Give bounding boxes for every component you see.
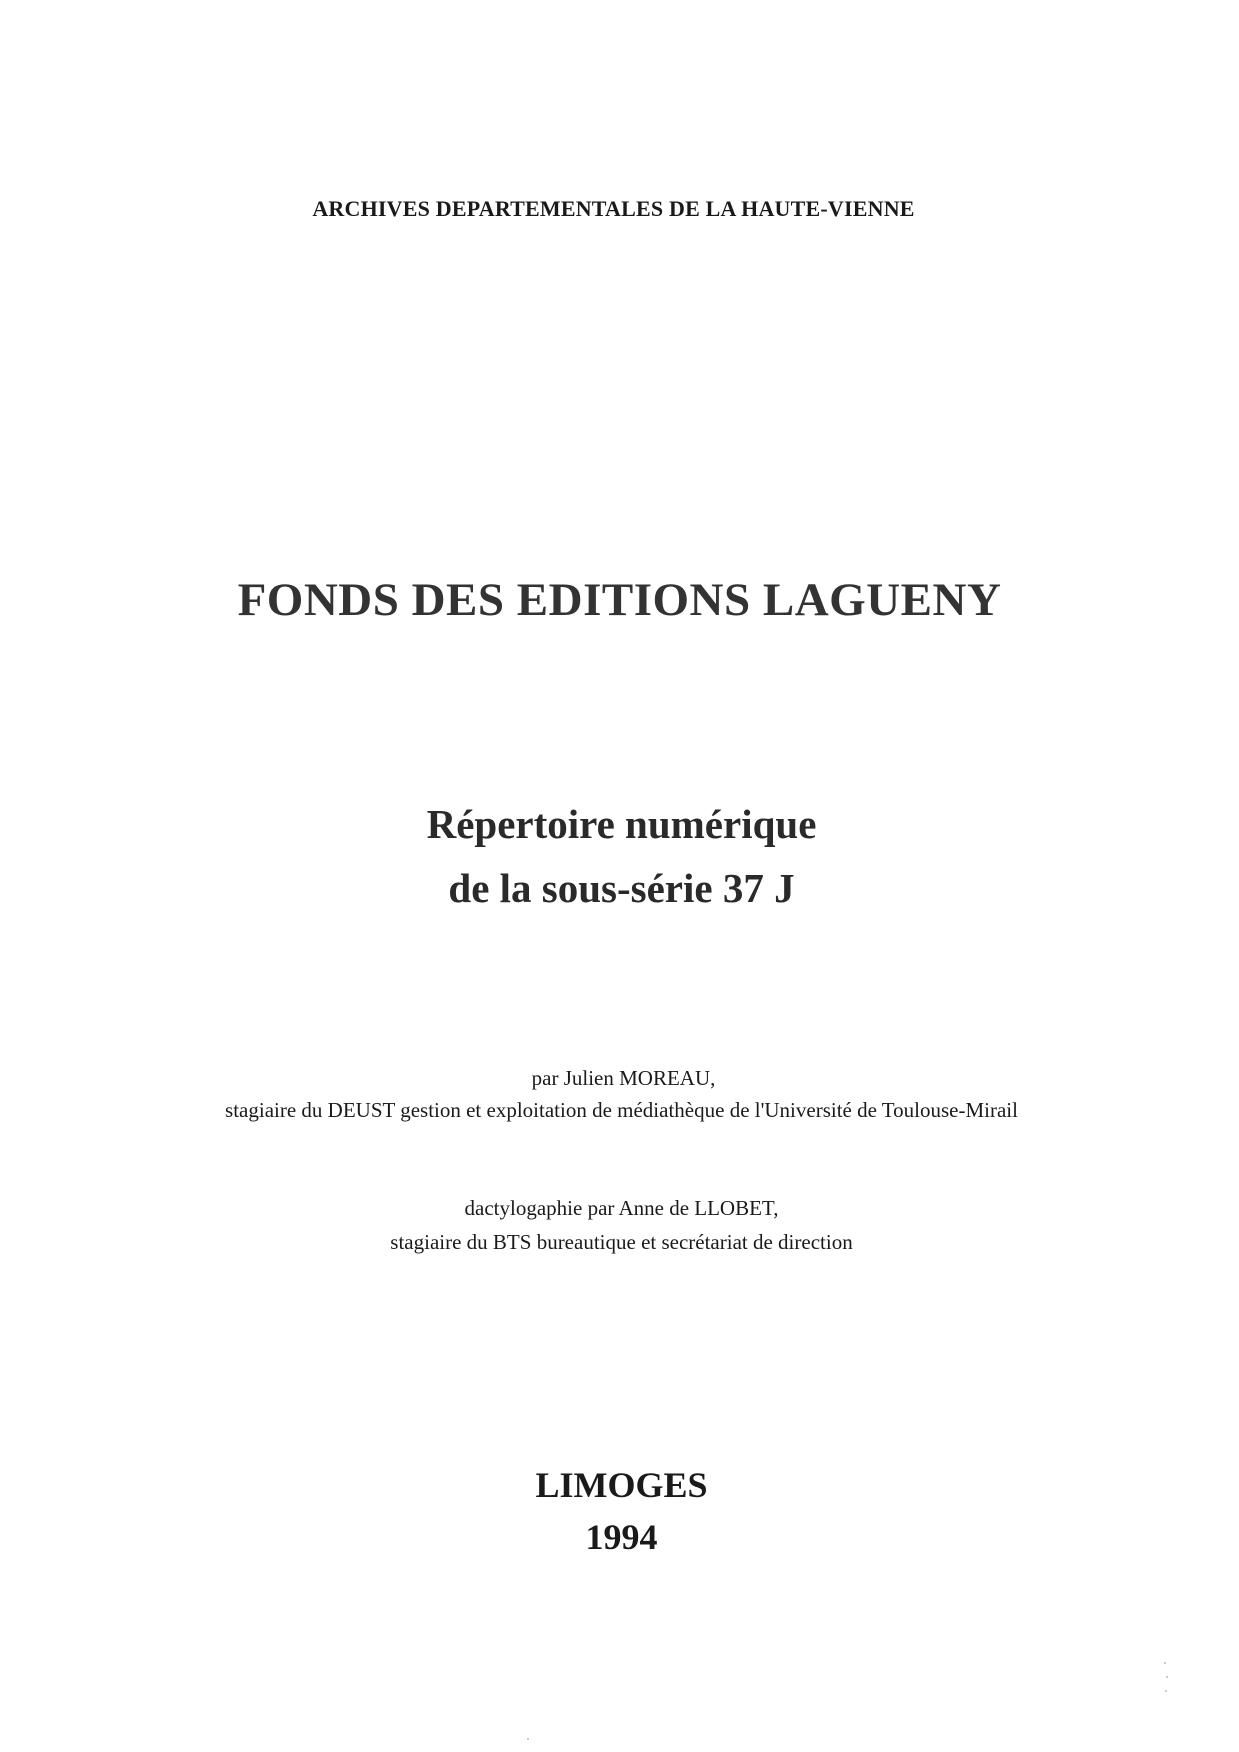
scan-speck	[1165, 1690, 1167, 1692]
subtitle-line-1: Répertoire numérique	[426, 801, 817, 847]
scan-speck	[1164, 1662, 1166, 1664]
subtitle-line-2: de la sous-série 37 J	[448, 865, 795, 911]
institution-heading: ARCHIVES DEPARTEMENTALES DE LA HAUTE-VIENNE	[312, 196, 915, 221]
author-credit: par Julien MOREAU,	[531, 1066, 716, 1090]
author-affiliation: stagiaire du DEUST gestion et exploitation de médiathèque de l'Université de Toulouse-Mirail	[225, 1098, 1018, 1122]
typist-credit: dactylogaphie par Anne de LLOBET,	[464, 1196, 779, 1220]
scan-speck	[1166, 1676, 1168, 1678]
main-title: FONDS DES EDITIONS LAGUENY	[237, 574, 1002, 626]
typist-affiliation: stagiaire du BTS bureautique et secrétariat de direction	[390, 1230, 853, 1254]
scan-speck	[527, 1738, 529, 1740]
imprint-place: LIMOGES	[535, 1465, 708, 1505]
imprint-year: 1994	[585, 1517, 658, 1557]
